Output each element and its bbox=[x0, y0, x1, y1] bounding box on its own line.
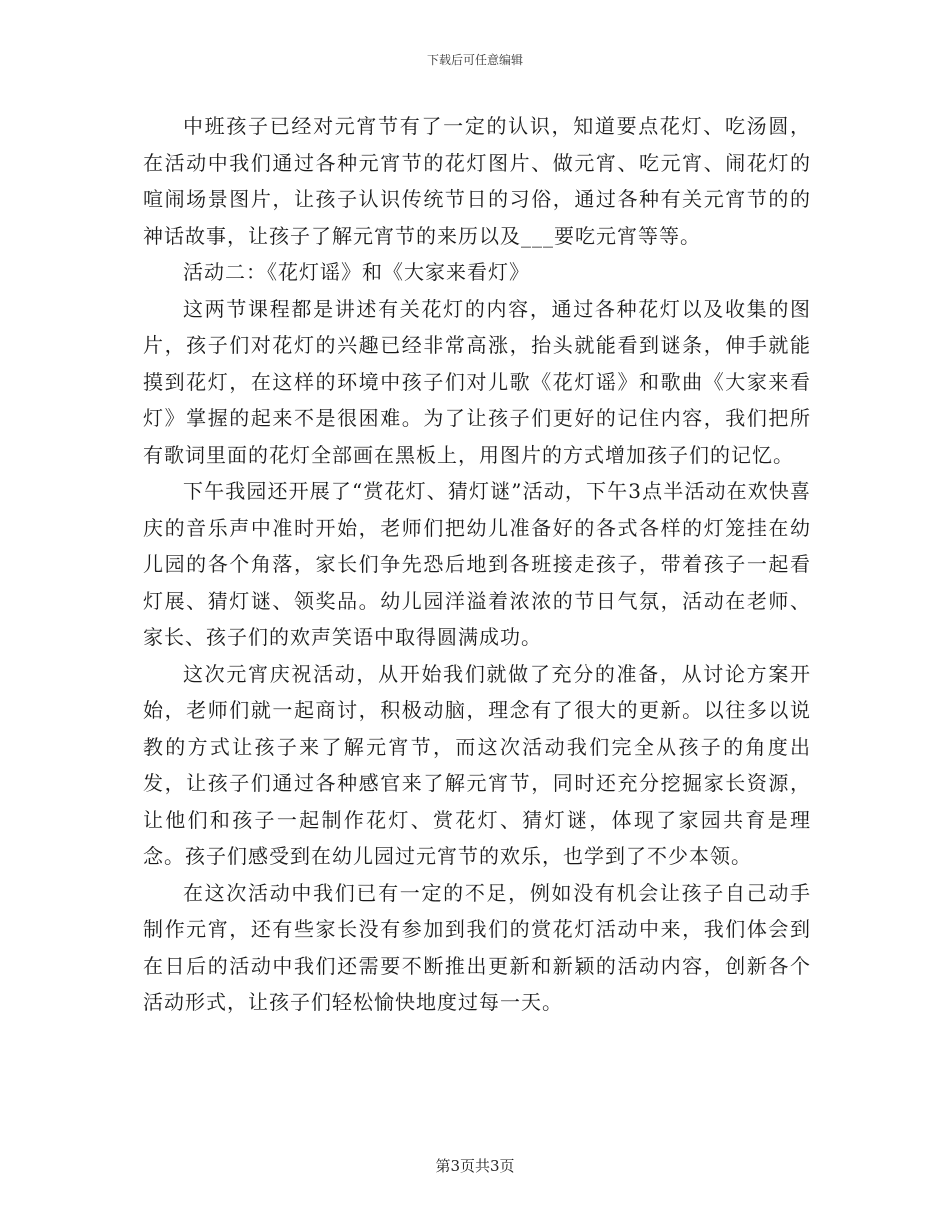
activity-two-heading: 活动二：《花灯谣》和《大家来看灯》 bbox=[183, 260, 530, 284]
page-header: 下载后可任意编辑 bbox=[426, 53, 523, 67]
paragraph-lantern-lessons: 这两节课程都是讲述有关花灯的内容，通过各种花灯以及收集的图片，孩子们对花灯的兴趣已经非常高涨，抬头就能看到谜条，伸手就能摸到花灯，在这样的环境中孩子们对儿歌《花灯谣》和歌曲《大家来看灯》掌握的起来不是很困难。为了让孩子们更好的记住内容，我们把所有歌词里面的花灯全部画在黑板上，用图片的方式增加孩子们的记忆。 bbox=[143, 296, 811, 467]
paragraph-shortcomings: 在这次活动中我们已有一定的不足，例如没有机会让孩子自己动手制作元宵，还有些家长没有参加到我们的赏花灯活动中来，我们体会到在日后的活动中我们还需要不断推出更新和新颖的活动内容，创新各个活动形式，让孩子们轻松愉快地度过每一天。 bbox=[143, 880, 811, 1014]
page-number: 第3页共3页 bbox=[435, 1157, 515, 1175]
paragraph-lantern-event: 下午我园还开展了“赏花灯、猜灯谜”活动，下午3点半活动在欢快喜庆的音乐声中准时开始，老师们把幼儿准备好的各式各样的灯笼挂在幼儿园的各个角落，家长们争先恐后地到各班接走孩子，带着孩子一起看灯展、猜灯谜、领奖品。幼儿园洋溢着浓浓的节日气氛，活动在老师、家长、孩子们的欢声笑语中取得圆满成功。 bbox=[143, 479, 811, 649]
document-body bbox=[143, 108, 811, 1021]
paragraph-reflection: 这次元宵庆祝活动，从开始我们就做了充分的准备，从讨论方案开始，老师们就一起商讨，积极动脑，理念有了很大的更新。以往多以说教的方式让孩子来了解元宵节，而这次活动我们完全从孩子的角度出发，让孩子们通过各种感官来了解元宵节，同时还充分挖掘家长资源，让他们和孩子一起制作花灯、赏花灯、猜灯谜，体现了家园共育是理念。孩子们感受到在幼儿园过元宵节的欢乐，也学到了不少本领。 bbox=[143, 661, 811, 868]
paragraph-intro: 中班孩子已经对元宵节有了一定的认识，知道要点花灯、吃汤圆，在活动中我们通过各种元宵节的花灯图片、做元宵、吃元宵、闹花灯的喧闹场景图片，让孩子认识传统节日的习俗，通过各种有关元宵节的的神话故事，让孩子了解元宵节的来历以及___要吃元宵等等。 bbox=[143, 114, 811, 248]
